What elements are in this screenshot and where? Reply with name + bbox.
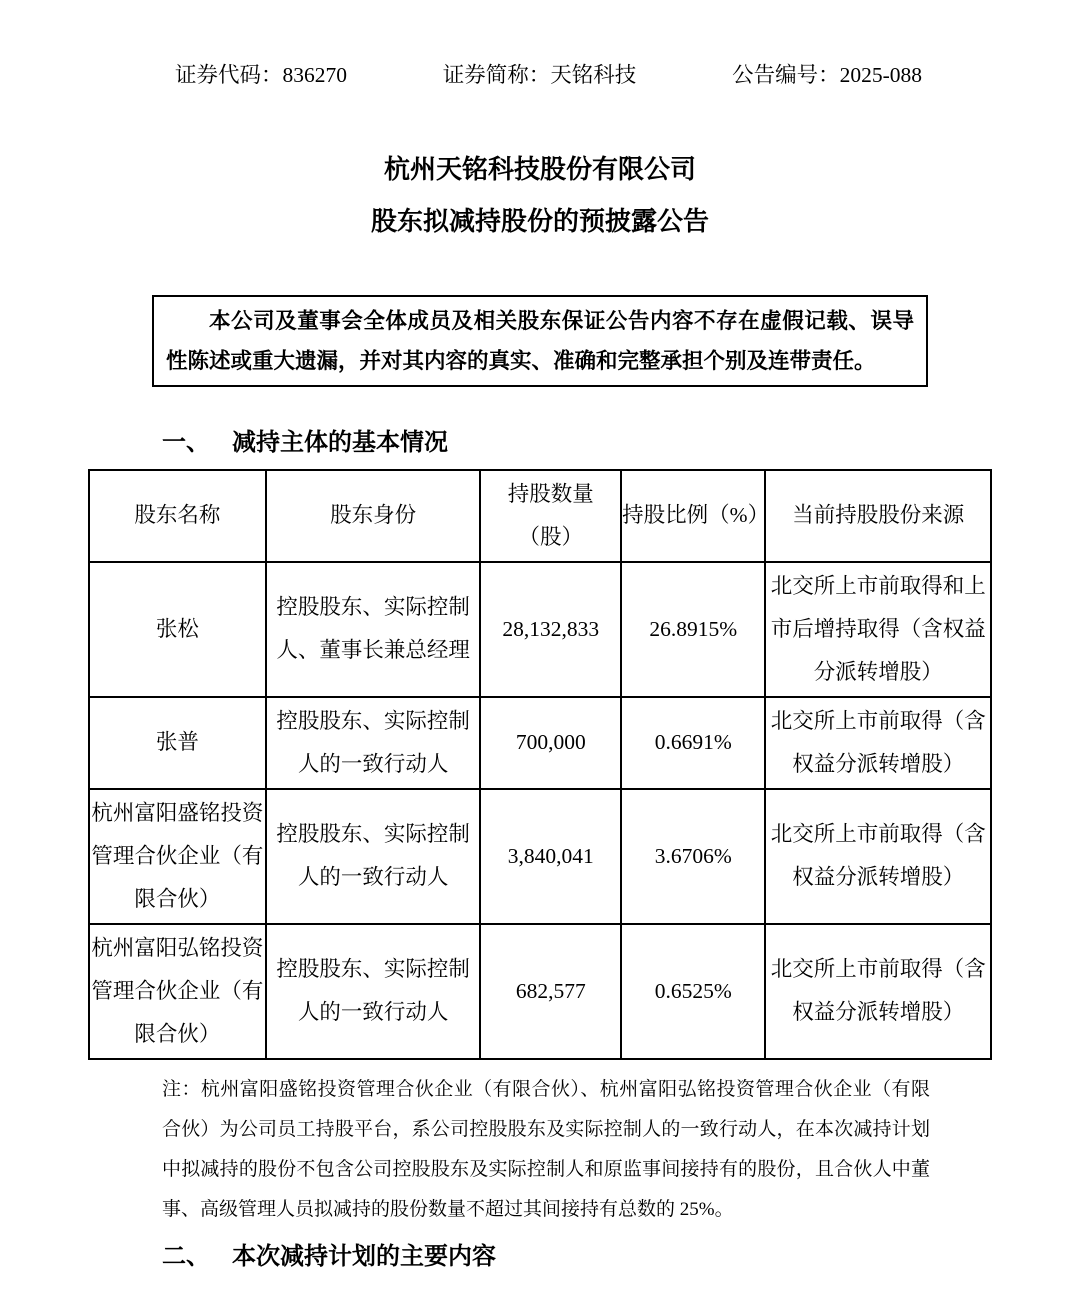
cell-share-source: 北交所上市前取得（含权益分派转增股） (765, 697, 991, 789)
cell-share-source: 北交所上市前取得（含权益分派转增股） (765, 789, 991, 924)
cell-share-ratio: 0.6691% (621, 697, 765, 789)
stock-short-name-label: 证券简称：天铭科技 (442, 63, 637, 87)
table-header-row (89, 470, 991, 562)
cell-shareholder-identity: 控股股东、实际控制人的一致行动人 (266, 697, 481, 789)
cell-share-ratio: 26.8915% (621, 562, 765, 697)
cell-shareholder-name: 张松 (89, 562, 266, 697)
section-2-number: 二、 (162, 1243, 210, 1270)
cell-shares-held: 28,132,833 (480, 562, 621, 697)
section-1-heading (162, 428, 930, 458)
cell-share-ratio: 0.6525% (621, 924, 765, 1059)
cell-shareholder-identity: 控股股东、实际控制人的一致行动人 (266, 924, 481, 1059)
col-header-shareholder-identity: 股东身份 (266, 470, 481, 562)
shareholders-table (88, 469, 992, 1060)
table-row (89, 562, 991, 697)
cell-shares-held: 700,000 (480, 697, 621, 789)
cell-shareholder-identity: 控股股东、实际控制人的一致行动人 (266, 789, 481, 924)
disclaimer-box (152, 295, 928, 387)
company-name-title: 杭州天铭科技股份有限公司 (383, 154, 696, 184)
section-1-number: 一、 (162, 429, 210, 456)
cell-shares-held: 3,840,041 (480, 789, 621, 924)
col-header-share-source: 当前持股股份来源 (765, 470, 991, 562)
cell-shareholder-name: 杭州富阳盛铭投资管理合伙企业（有限合伙） (89, 789, 266, 924)
cell-shares-held: 682,577 (480, 924, 621, 1059)
cell-shareholder-name: 张普 (89, 697, 266, 789)
col-header-shares-held (480, 470, 621, 562)
table-row (89, 697, 991, 789)
section-2-heading (162, 1242, 930, 1272)
col-header-shares-held-line2: （股） (518, 524, 584, 549)
announcement-title: 股东拟减持股份的预披露公告 (370, 206, 709, 236)
cell-share-ratio: 3.6706% (621, 789, 765, 924)
table-row (89, 789, 991, 924)
stock-code-label: 证券代码：836270 (175, 63, 348, 87)
col-header-share-ratio: 持股比例（%） (621, 470, 765, 562)
cell-shareholder-identity: 控股股东、实际控制人、董事长兼总经理 (266, 562, 481, 697)
table-footnote: 注：杭州富阳盛铭投资管理合伙企业（有限合伙）、杭州富阳弘铭投资管理合伙企业（有限合伙）为公司员工持股平台，系公司控股股东及实际控制人的一致行动人，在本次减持计划中拟减持的股份不包含公司控股股东及实际控制人和原监事间接持有的股份，且合伙人中董事、高级管理人员拟减持的股份数量不超过其间接持有总数的 25%。 (162, 1078, 930, 1220)
announcement-number-label: 公告编号：2025-088 (732, 63, 922, 87)
table-row (89, 924, 991, 1059)
cell-shareholder-name: 杭州富阳弘铭投资管理合伙企业（有限合伙） (89, 924, 266, 1059)
col-header-shareholder-name: 股东名称 (89, 470, 266, 562)
doc-header-line (175, 62, 922, 90)
col-header-shares-held-line1: 持股数量 (507, 481, 594, 506)
section-1-title: 减持主体的基本情况 (232, 429, 448, 456)
disclaimer-text: 本公司及董事会全体成员及相关股东保证公告内容不存在虚假记载、误导性陈述或重大遗漏，并对其内容的真实、准确和完整承担个别及连带责任。 (166, 308, 914, 373)
cell-share-source: 北交所上市前取得和上市后增持取得（含权益分派转增股） (765, 562, 991, 697)
cell-share-source: 北交所上市前取得（含权益分派转增股） (765, 924, 991, 1059)
section-2-title: 本次减持计划的主要内容 (232, 1243, 496, 1270)
